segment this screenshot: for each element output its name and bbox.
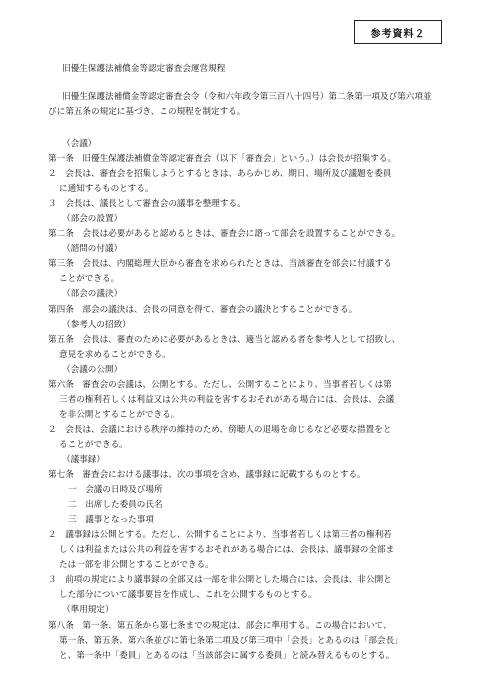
text-line: 第七条 審査会における議事は、次の事項を含め、議事録に記載するものとする。 <box>48 470 366 481</box>
text-line: 第一条、第五条、第六条並びに第七条第二項及び第三項中「会長」とあるのは「部会長」 <box>59 635 403 646</box>
text-line: 第三条 会長は、内閣総理大臣から審査を求められたときは、当該審査を部会に付議する <box>48 259 392 270</box>
text-line: ３ 前項の規定により議事録の全部又は一部を非公開とした場合には、会長は、非公開と <box>48 575 392 586</box>
text-line: 第一条 旧優生保護法補償金等認定審査会（以下「審査会」という。）は会長が招集する。 <box>48 154 397 165</box>
text-line: 三者の権利若しくは利益又は公共の利益を害するおそれがある場合には、会長は、会議 <box>59 394 395 405</box>
article-heading: （準用規定） <box>62 605 114 616</box>
article-heading: （参考人の招致） <box>62 319 131 330</box>
text-line: 第四条 部会の議決は、会長の同意を得て、審査会の議決とすることができる。 <box>48 304 358 315</box>
text-line: ２ 議事録は公開とする。ただし、公開することにより、当事者若しくは第三者の権利若 <box>48 530 392 541</box>
text-line: ことができる。 <box>59 274 120 285</box>
article-heading: （会議の公開） <box>62 364 123 375</box>
article-heading: （会議） <box>62 139 97 149</box>
text-line: 第八条 第一条、第五条から第七条までの規定は、部会に準用する。この場合において、 <box>48 620 392 631</box>
text-line: 意見を求めることができる。 <box>59 349 171 360</box>
text-line: 一 会議の日時及び場所 <box>68 485 163 496</box>
text-line: を非公開とすることができる。 <box>59 409 180 420</box>
text-line: 二 出席した委員の氏名 <box>68 500 163 511</box>
reference-badge: 参考資料２ <box>354 20 442 44</box>
intro-paragraph: 旧優生保護法補償金等認定審査会令（令和六年政令第三百八十四号）第二条第一項及び第六項並びに第五条の規定に基づき、この規程を制定する。 <box>48 92 432 117</box>
text-line: に通知するものとする。 <box>59 184 154 195</box>
article-heading: （議事録） <box>62 454 105 465</box>
text-line: 第二条 会長は必要があると認めるときは、審査会に諮って部会を設置することができる。 <box>48 229 401 240</box>
regulation-body <box>48 137 440 664</box>
text-line: 第五条 会長は、審査のために必要があるときは、適当と認める者を参考人として招致し、 <box>48 334 401 345</box>
text-line: ２ 会長は、審査会を招集しようとするときは、あらかじめ、期日、場所及び議題を委員 <box>48 169 392 180</box>
article-heading: （部会の議決） <box>62 289 123 300</box>
article-heading: （部会の設置） <box>62 214 123 225</box>
text-line: ２ 会長は、会議における秩序の維持のため、傍聴人の退場を命じるなど必要な措置をと <box>48 424 392 435</box>
text-line: 三 議事となった事項 <box>68 515 154 526</box>
article-heading: （諮問の付議） <box>62 244 123 255</box>
text-line: 第六条 審査会の会議は、公開とする。ただし、公開することにより、当事者若しくは第 <box>48 379 392 390</box>
text-line: ３ 会長は、議長として審査会の議事を整理する。 <box>48 199 246 210</box>
document-title: 旧優生保護法補償金等認定審査会運営規程 <box>62 64 226 74</box>
text-line: ることができる。 <box>59 439 128 450</box>
text-line: と、第一条中「委員」とあるのは「当該部会に属する委員」と読み替えるものとする。 <box>59 650 395 661</box>
text-line: した部分について議事要旨を作成し、これを公開するものとする。 <box>59 590 317 601</box>
text-line: たは一部を非公開とすることができる。 <box>59 560 214 571</box>
text-line: しくは利益または公共の利益を害するおそれがある場合には、会長は、議事録の全部ま <box>59 545 395 556</box>
